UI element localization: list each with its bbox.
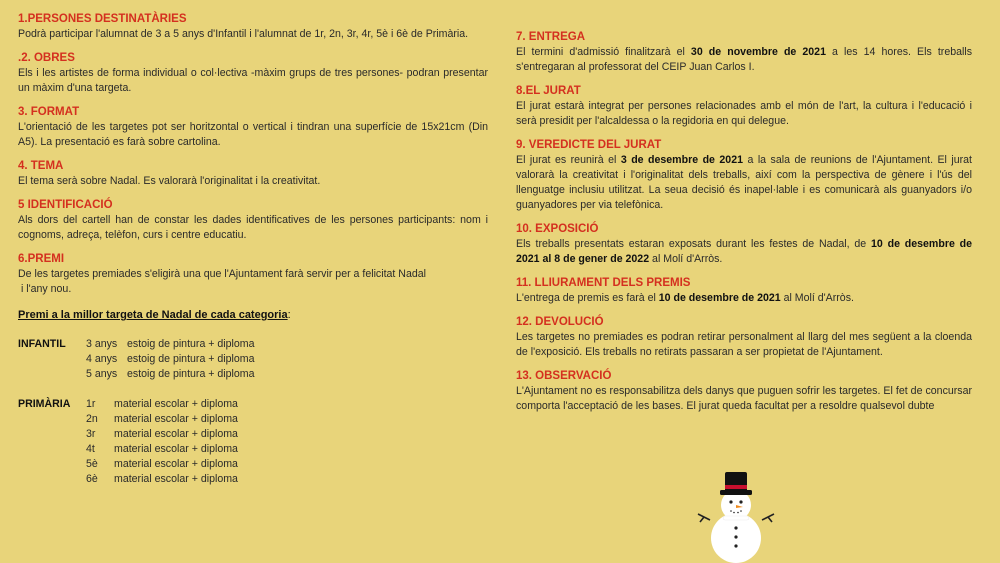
section-8-title: 8.EL JURAT bbox=[516, 85, 581, 97]
section-1-title: 1.PERSONES DESTINATÀRIES bbox=[18, 13, 187, 25]
section-13 bbox=[516, 369, 972, 414]
list-item bbox=[86, 367, 255, 382]
left-column bbox=[18, 12, 488, 487]
section-10-dates: 10 de desembre de 2021 al 8 de gener de 2022 bbox=[516, 238, 973, 265]
section-11-date: 10 de desembre de 2021 bbox=[658, 292, 781, 304]
section-10-text-a: Els treballs presentats estaran exposats durant les festes de Nadal, de bbox=[516, 238, 872, 250]
section-6-title: 6.PREMI bbox=[18, 253, 65, 265]
section-1-text: Podrà participar l'alumnat de 3 a 5 anys d'Infantil i l'alumnat de 1r, 2n, 3r, 4r, 5è i 6è de Primària. bbox=[18, 28, 469, 40]
section-11-text bbox=[516, 291, 972, 306]
section-12 bbox=[516, 315, 972, 360]
section-7-title: 7. ENTREGA bbox=[516, 31, 586, 43]
section-3-title: 3. FORMAT bbox=[18, 106, 80, 118]
category-infantil-rows bbox=[86, 337, 255, 382]
premi-title-text: Premi a la millor targeta de Nadal de cada categoria bbox=[18, 309, 288, 321]
section-13-text: L'Ajuntament no es responsabilitza dels danys que puguen sofrir les targetes. El fet de concursar comporta l'acceptació de les bases. El jurat queda facultat per a resoldre qualsevol dubte bbox=[516, 385, 972, 412]
section-8 bbox=[516, 84, 972, 129]
prize-label: estoig de pintura + diploma bbox=[127, 338, 255, 350]
grade-label: 6è bbox=[86, 473, 98, 485]
section-9-title: 9. VEREDICTE DEL JURAT bbox=[516, 139, 662, 151]
section-1 bbox=[18, 12, 488, 42]
prize-label: material escolar + diploma bbox=[114, 443, 238, 455]
spacer bbox=[18, 382, 488, 397]
grade-label: 5è bbox=[86, 458, 98, 470]
section-6-text-line2: i l'any nou. bbox=[18, 283, 72, 295]
premi-title bbox=[18, 309, 488, 321]
list-item bbox=[86, 442, 238, 457]
section-7 bbox=[516, 30, 972, 75]
grade-label: 3r bbox=[86, 428, 96, 440]
section-2-text: Els i les artistes de forma individual o col·lectiva -màxim grups de tres persones- podran presentar un màxim d'una targeta. bbox=[18, 67, 488, 94]
section-5 bbox=[18, 198, 488, 243]
section-12-title: 12. DEVOLUCIÓ bbox=[516, 316, 604, 328]
grade-label: 4t bbox=[86, 443, 95, 455]
prize-label: material escolar + diploma bbox=[114, 458, 238, 470]
section-9 bbox=[516, 138, 972, 213]
category-primaria bbox=[18, 397, 488, 487]
premi-title-colon: : bbox=[287, 309, 291, 321]
section-7-deadline: 30 de novembre de 2021 bbox=[690, 46, 826, 58]
prize-label: material escolar + diploma bbox=[114, 413, 238, 425]
section-6-text-line1: De les targetes premiades s'eligirà una que l'Ajuntament farà servir per a felicitat Nadal bbox=[18, 268, 426, 280]
section-10 bbox=[516, 222, 972, 267]
section-10-text-b: al Molí d'Arròs. bbox=[649, 253, 723, 265]
list-item bbox=[86, 352, 255, 367]
age-label: 4 anys bbox=[86, 353, 118, 365]
section-10-title: 10. EXPOSICIÓ bbox=[516, 223, 599, 235]
grade-label: 2n bbox=[86, 413, 98, 425]
list-item bbox=[86, 427, 238, 442]
list-item bbox=[86, 337, 255, 352]
list-item bbox=[86, 397, 238, 412]
section-7-text-a: El termini d'admissió finalitzarà el bbox=[516, 46, 691, 58]
section-4-text: El tema serà sobre Nadal. Es valorarà l'originalitat i la creativitat. bbox=[18, 175, 321, 187]
section-6 bbox=[18, 252, 488, 297]
right-column bbox=[516, 30, 972, 423]
grade-label: 1r bbox=[86, 398, 96, 410]
section-12-text: Les targetes no premiades es podran retirar personalment al llarg del mes següent a la cloenda de l'exposició. Els treballs no retirats passaran a ser propietat de l'Ajuntament. bbox=[516, 331, 972, 358]
prize-label: material escolar + diploma bbox=[114, 398, 238, 410]
section-11-title: 11. LLIURAMENT DELS PREMIS bbox=[516, 277, 691, 289]
section-3 bbox=[18, 105, 488, 150]
section-4 bbox=[18, 159, 488, 189]
section-9-date: 3 de desembre de 2021 bbox=[620, 154, 743, 166]
list-item bbox=[86, 412, 238, 427]
section-9-text-a: El jurat es reunirà el bbox=[516, 154, 621, 166]
prize-label: material escolar + diploma bbox=[114, 473, 238, 485]
section-8-text: El jurat estarà integrat per persones relacionades amb el món de l'art, la cultura i l'educació i serà presidit per l'alcaldessa o la regidoria en qui delegue. bbox=[516, 100, 972, 127]
prize-label: estoig de pintura + diploma bbox=[127, 353, 255, 365]
category-infantil bbox=[18, 337, 488, 382]
age-label: 5 anys bbox=[86, 368, 118, 380]
section-4-title: 4. TEMA bbox=[18, 160, 64, 172]
section-11 bbox=[516, 276, 972, 306]
category-infantil-name: INFANTIL bbox=[18, 338, 66, 350]
section-10-text bbox=[516, 237, 972, 267]
section-7-text-b: a les 14 hores. Els treballs s'entregaran al professorat del CEIP Juan Carlos I. bbox=[516, 46, 972, 73]
section-13-title: 13. OBSERVACIÓ bbox=[516, 370, 612, 382]
section-9-text-b: a la sala de reunions de l'Ajuntament. El jurat valorarà la creativitat i l'originalitat dels treballs, així com la perspectiva de gènere i l'ús del llenguatge inclusiu utilitzat. La seua decisió és inapel·lable i es comunicarà als guanyadors i/o guanyadores per via telefònica. bbox=[516, 154, 972, 211]
prize-label: material escolar + diploma bbox=[114, 428, 238, 440]
category-primaria-name: PRIMÀRIA bbox=[18, 398, 71, 410]
section-7-text bbox=[516, 45, 972, 75]
age-label: 3 anys bbox=[86, 338, 118, 350]
section-5-title: 5 IDENTIFICACIÓ bbox=[18, 199, 113, 211]
prize-label: estoig de pintura + diploma bbox=[127, 368, 255, 380]
list-item bbox=[86, 457, 238, 472]
section-2 bbox=[18, 51, 488, 96]
section-2-title: .2. OBRES bbox=[18, 52, 75, 64]
section-9-text bbox=[516, 153, 972, 213]
list-item bbox=[86, 472, 238, 487]
section-11-text-b: al Molí d'Arròs. bbox=[780, 292, 854, 304]
section-5-text: Als dors del cartell han de constar les dades identificatives de les persones participants: nom i cognoms, adreça, telèfon, curs i centre educatiu. bbox=[18, 214, 488, 241]
snowman-icon bbox=[696, 470, 776, 563]
section-3-text: L'orientació de les targetes pot ser horitzontal o vertical i tindran una superfície de 15x21cm (Din A5). La presentació es farà sobre cartolina. bbox=[18, 121, 488, 148]
category-primaria-rows bbox=[86, 397, 238, 487]
section-11-text-a: L'entrega de premis es farà el bbox=[516, 292, 659, 304]
